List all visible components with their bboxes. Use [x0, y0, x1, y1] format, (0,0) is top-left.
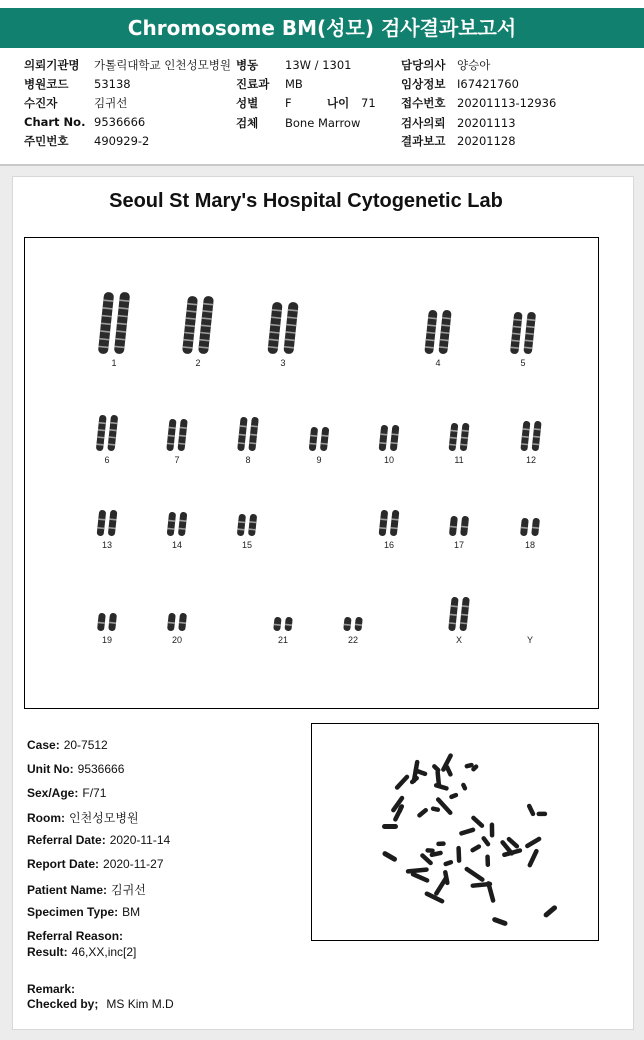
metaphase-chromosome [444, 764, 453, 777]
metaphase-chromosome [502, 848, 523, 858]
metaphase-chromosome [464, 866, 486, 883]
metaphase-chromosome [436, 841, 446, 846]
info-unit-no: Unit No: 9536666 [27, 762, 125, 776]
metaphase-chromosome [394, 774, 410, 791]
chromosome-label-21: 21 [277, 635, 289, 645]
metaphase-chromosome [430, 806, 440, 812]
hdr-ward: 병동 13W / 1301 [236, 58, 352, 72]
info-report-date: Report Date: 2020-11-27 [27, 857, 164, 871]
chromosome-label-3: 3 [280, 358, 286, 368]
metaphase-chromosome [470, 815, 485, 829]
hdr-department: 진료과 MB [236, 77, 303, 91]
metaphase-chromosome [486, 881, 496, 904]
chromosome-label-9: 9 [316, 455, 322, 465]
chromosome-pair-1 [98, 292, 130, 355]
info-specimen-type: Specimen Type: BM [27, 905, 141, 919]
metaphase-chromosome [433, 783, 449, 792]
chromosome-pair-21 [273, 617, 293, 632]
chromosome-pair-6 [96, 415, 118, 452]
chromosome-label-14: 14 [171, 540, 183, 550]
chromosome-label-4: 4 [435, 358, 441, 368]
chromosome-label-19: 19 [101, 635, 113, 645]
metaphase-chromosome [456, 846, 461, 863]
chromosome-pair-15 [237, 514, 257, 537]
metaphase-chromosome [470, 843, 482, 853]
metaphase-chromosome [416, 807, 429, 818]
hdr-sex: 성별 F [236, 96, 292, 110]
chromosome-label-13: 13 [101, 540, 113, 550]
hdr-specimen: 검체 Bone Marrow [236, 116, 361, 130]
metaphase-chromosome [524, 836, 542, 849]
chromosome-pair-9 [309, 427, 330, 452]
chromosome-pair-7 [166, 419, 188, 452]
chromosome-label-22: 22 [347, 635, 359, 645]
metaphase-chromosome [537, 812, 548, 817]
metaphase-chromosome [526, 803, 536, 817]
chromosome-pair-16 [379, 510, 400, 537]
chromosome-label-10: 10 [383, 455, 395, 465]
chromosome-label-15: 15 [241, 540, 253, 550]
metaphase-chromosome [527, 848, 540, 868]
chromosome-pair-11 [448, 423, 469, 452]
metaphase-chromosome [433, 875, 449, 896]
metaphase-chromosome [410, 871, 430, 883]
chromosome-label-16: 16 [383, 540, 395, 550]
metaphase-spread [311, 723, 599, 941]
chromosome-pair-X [448, 597, 470, 632]
chromosome-pair-4 [424, 310, 451, 355]
metaphase-chromosome [543, 904, 558, 918]
hdr-hospital-code: 병원코드 53138 [24, 77, 131, 91]
chromosome-pair-14 [167, 512, 188, 537]
chromosome-pair-10 [379, 425, 400, 452]
chromosome-label-17: 17 [453, 540, 465, 550]
chromosome-label-1: 1 [111, 358, 117, 368]
chromosome-label-8: 8 [245, 455, 251, 465]
metaphase-chromosome [382, 824, 398, 829]
hdr-request-date: 검사의뢰 20201113 [401, 116, 516, 130]
info-referral-reason: Referral Reason: [27, 929, 124, 943]
chromosome-pair-2 [182, 296, 214, 355]
chromosome-pair-13 [97, 510, 118, 537]
chromosome-label-5: 5 [520, 358, 526, 368]
chromosome-pair-20 [167, 613, 187, 632]
metaphase-chromosome [490, 823, 495, 838]
chromosome-pair-17 [449, 516, 469, 537]
chromosome-pair-3 [267, 302, 298, 355]
metaphase-chromosome [481, 835, 492, 847]
metaphase-chromosome [382, 850, 398, 862]
metaphase-chromosome [406, 867, 429, 874]
info-referral-date: Referral Date: 2020-11-14 [27, 833, 171, 847]
chromosome-label-Y: Y [526, 635, 534, 645]
info-room: Room: 인천성모병원 [27, 811, 139, 825]
chromosome-label-20: 20 [171, 635, 183, 645]
hdr-accession-no: 접수번호 20201113-12936 [401, 96, 557, 110]
chromosome-label-X: X [455, 635, 463, 645]
hdr-age: 나이 71 [327, 96, 376, 110]
report-title: Chromosome BM(성모) 검사결과보고서 [0, 8, 644, 48]
chromosome-pair-19 [97, 613, 117, 632]
chromosome-label-7: 7 [174, 455, 180, 465]
info-result: Result: 46,XX,inc[2] [27, 945, 137, 959]
chromosome-label-6: 6 [104, 455, 110, 465]
info-sex-age: Sex/Age: F/71 [27, 786, 107, 800]
chromosome-pair-12 [520, 421, 541, 452]
metaphase-chromosome [443, 859, 454, 866]
chromosome-pair-8 [237, 417, 259, 452]
chromosome-label-11: 11 [454, 455, 464, 465]
info-checked-by: Checked by; MS Kim M.D [27, 997, 174, 1011]
hdr-report-date: 결과보고 20201128 [401, 134, 516, 148]
chromosome-pair-18 [520, 518, 540, 537]
metaphase-figure [312, 724, 598, 940]
metaphase-chromosome [460, 782, 468, 791]
info-remark: Remark: [27, 982, 76, 996]
chromosome-pair-5 [510, 312, 536, 355]
metaphase-chromosome [459, 827, 476, 836]
hdr-referring-institution: 의뢰기관명 가톨릭대학교 인천성모병원 [24, 58, 231, 72]
metaphase-chromosome [449, 792, 459, 800]
karyogram-figure [25, 238, 598, 708]
hdr-clinical-info: 임상정보 I67421760 [401, 77, 519, 91]
chromosome-label-12: 12 [525, 455, 537, 465]
metaphase-chromosome [491, 916, 508, 926]
info-case: Case: 20-7512 [27, 738, 108, 752]
hdr-patient: 수진자 김귀선 [24, 96, 128, 110]
metaphase-chromosome [485, 854, 490, 867]
hdr-doctor: 담당의사 양승아 [401, 58, 491, 72]
hdr-resident-no: 주민번호 490929-2 [24, 134, 150, 148]
info-patient-name: Patient Name: 김귀선 [27, 883, 146, 897]
metaphase-chromosome [435, 796, 453, 816]
karyogram [24, 237, 599, 709]
hdr-chart-no: Chart No. 9536666 [24, 115, 146, 129]
lab-title: Seoul St Mary's Hospital Cytogenetic Lab [109, 190, 503, 212]
chromosome-label-2: 2 [195, 358, 201, 368]
chromosome-label-18: 18 [524, 540, 536, 550]
chromosome-pair-22 [343, 617, 363, 632]
